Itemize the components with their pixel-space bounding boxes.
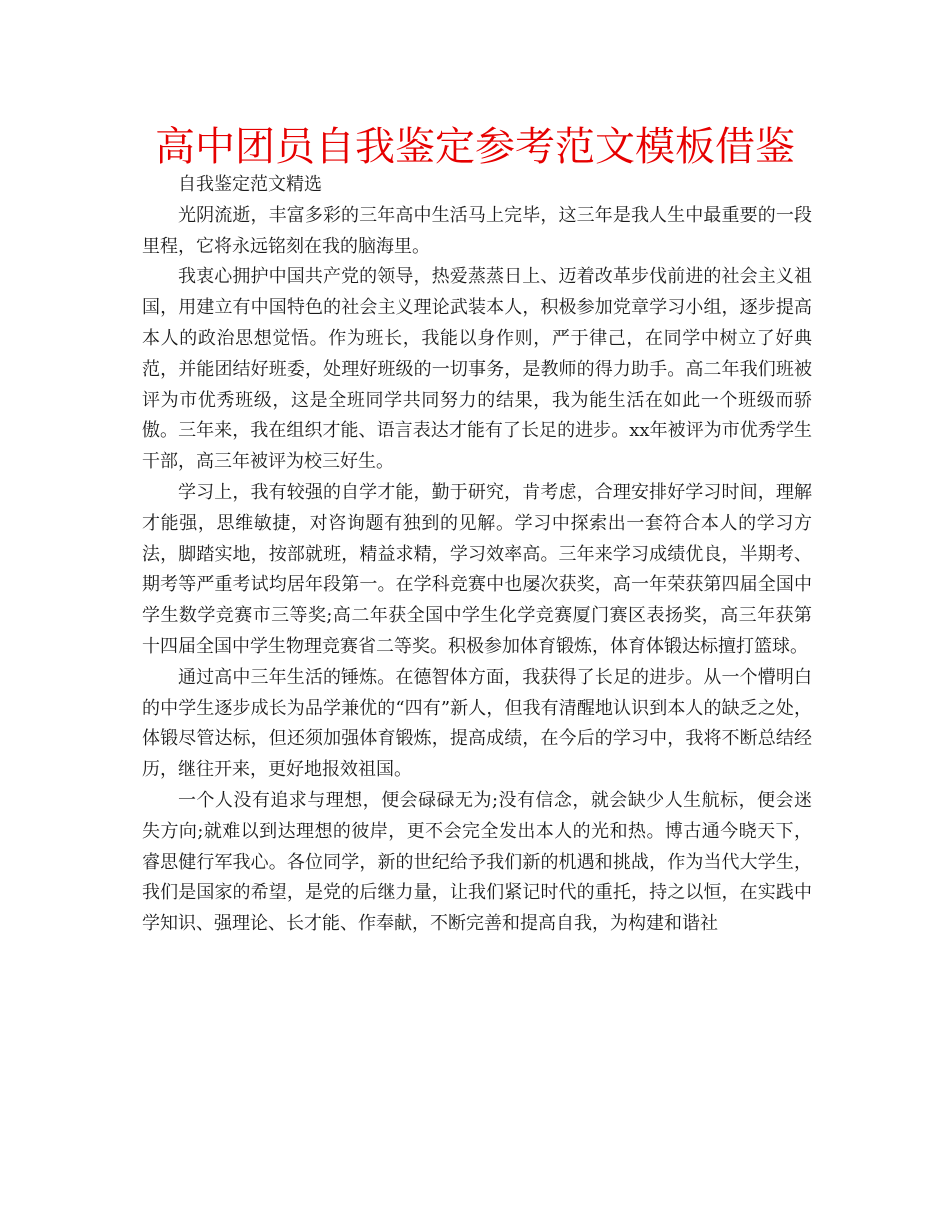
document-title: 高中团员自我鉴定参考范文模板借鉴 xyxy=(155,124,795,170)
document-subtitle: 自我鉴定范文精选 xyxy=(178,174,322,195)
paragraph-3: 学习上，我有较强的自学才能，勤于研究，肯考虑，合理安排好学习时间，理解才能强，思维敏捷，对咨询题有独到的见解。学习中探索出一套符合本人的学习方法，脚踏实地，按部就班，精益求精，学习效率高。三年来学习成绩优良，半期考、期考等严重考试均居年段第一。在学科竞赛中也屡次获奖，高一年荣获第四届全国中学生数学竞赛市三等奖;高二年获全国中学生化学竞赛厦门赛区表扬奖，高三年获第十四届全国中学生物理竞赛省二等奖。积极参加体育锻炼，体育体锻达标擅打篮球。 xyxy=(142,481,812,657)
document-body xyxy=(142,170,812,940)
paragraph-5: 一个人没有追求与理想，便会碌碌无为;没有信念，就会缺少人生航标，便会迷失方向;就难以到达理想的彼岸，更不会完全发出本人的光和热。博古通今晓天下，睿思健行军我心。各位同学，新的世纪给予我们新的机遇和挑战，作为当代大学生，我们是国家的希望，是党的后继力量，让我们紧记时代的重托，持之以恒，在实践中学知识、强理论、长才能、作奉献，不断完善和提高自我，为构建和谐社 xyxy=(142,789,812,935)
paragraph-1: 光阴流逝，丰富多彩的三年高中生活马上完毕，这三年是我人生中最重要的一段里程，它将永远铭刻在我的脑海里。 xyxy=(142,204,812,257)
paragraph-4: 通过高中三年生活的锤炼。在德智体方面，我获得了长足的进步。从一个懵明白的中学生逐步成长为品学兼优的“四有”新人，但我有清醒地认识到本人的缺乏之处，体锻尽管达标，但还须加强体育锻炼，提高成绩，在今后的学习中，我将不断总结经历，继往开来，更好地报效祖国。 xyxy=(142,666,812,781)
paragraph-2: 我衷心拥护中国共产党的领导，热爱蒸蒸日上、迈着改革步伐前进的社会主义祖国，用建立有中国特色的社会主义理论武装本人，积极参加党章学习小组，逐步提高本人的政治思想觉悟。作为班长，我能以身作则，严于律己，在同学中树立了好典范，并能团结好班委，处理好班级的一切事务，是教师的得力助手。高二年我们班被评为市优秀班级，这是全班同学共同努力的结果，我为能生活在如此一个班级而骄傲。三年来，我在组织才能、语言表达才能有了长足的进步。xx年被评为市优秀学生干部，高三年被评为校三好生。 xyxy=(142,266,812,473)
